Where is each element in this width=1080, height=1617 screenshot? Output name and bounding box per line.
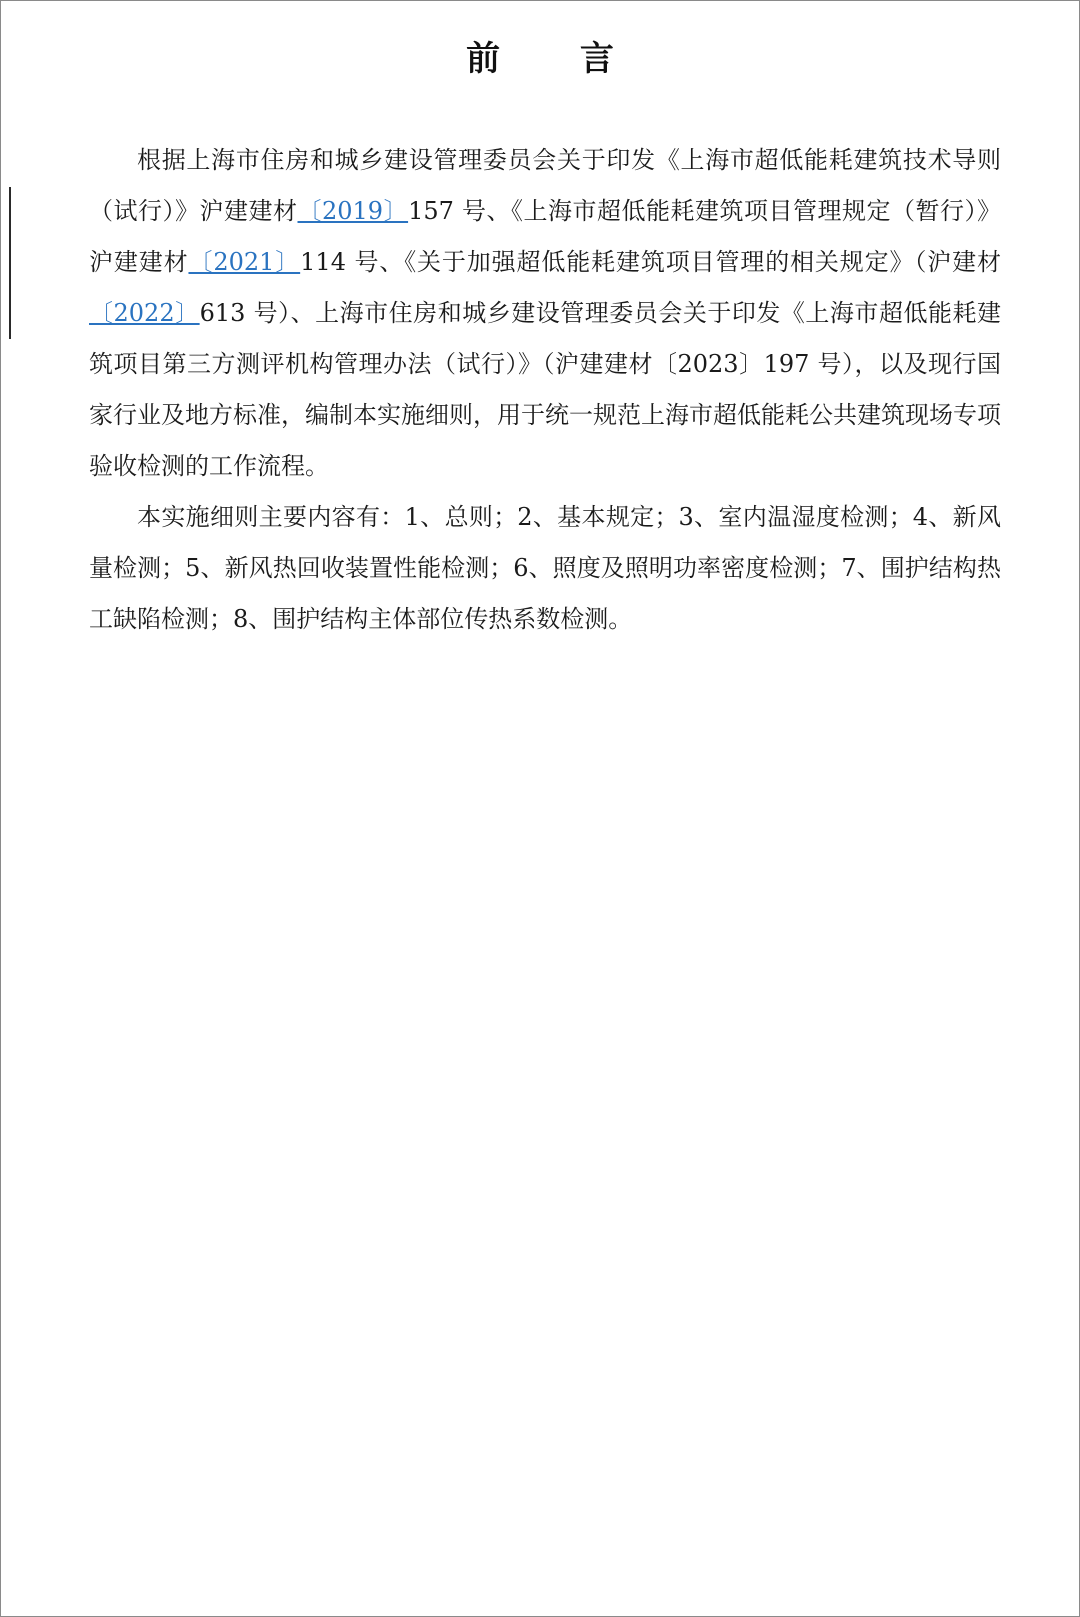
paragraph-1-segment-3: 114 号、《关于加强超低能耗建筑项目管理的相关规定》（沪建材 [300,248,1002,276]
revision-mark-2022: 〔2022〕 [89,299,200,327]
paragraph-1-segment-2: 157 号、《上海市超低能耗建筑项目管理规定（暂行）》沪建建材 [89,197,1002,276]
preface-paragraph-2: 本实施细则主要内容有：1、总则；2、基本规定；3、室内温湿度检测；4、新风量检测；5、新风热回收装置性能检测；6、照度及照明功率密度检测；7、围护结构热工缺陷检测；8、围护结构主体部位传热系数检测。 [89,503,1001,633]
preface-body [89,135,1001,645]
paragraph-1-segment-1: 根据上海市住房和城乡建设管理委员会关于印发《上海市超低能耗建筑技术导则（试行）》沪建建材 [89,146,1001,225]
revision-mark-2021: 〔2021〕 [188,248,301,276]
page-title: 前 言 [466,39,648,79]
revision-mark-2019: 〔2019〕 [297,197,409,225]
paragraph-1-segment-4: 613 号）、上海市住房和城乡建设管理委员会关于印发《上海市超低能耗建筑项目第三方测评机构管理办法（试行）》（沪建建材〔2023〕197 号），以及现行国家行业及地方标准，编制本实施细则，用于统一规范上海市超低能耗公共建筑现场专项验收检测的工作流程。 [89,299,1002,480]
preface-paragraph-1 [89,135,1001,492]
revision-change-bar [9,187,11,339]
